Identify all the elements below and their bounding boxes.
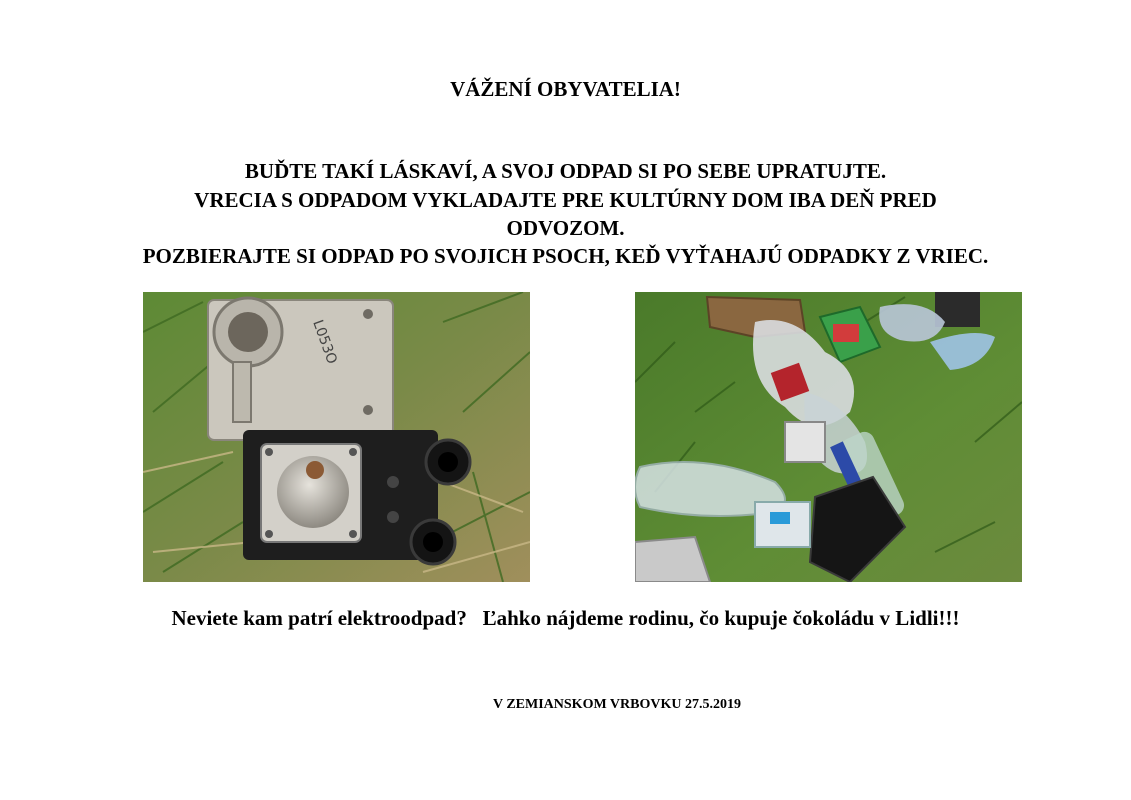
message-line: POZBIERAJTE SI ODPAD PO SVOJICH PSOCH, KEĎ VYŤAHAJÚ ODPADKY Z VRIEC.	[142, 244, 989, 268]
component-stamp-text: L053O	[309, 317, 340, 367]
message-line: ODVOZOM.	[506, 216, 625, 240]
message-line: BUĎTE TAKÍ LÁSKAVÍ, A SVOJ ODPAD SI PO SEBE UPRATUJTE.	[244, 159, 887, 183]
notice-heading: VÁŽENÍ OBYVATELIA!	[450, 77, 681, 101]
footer-place-date: V ZEMIANSKOM VRBOVKU 27.5.2019	[492, 697, 741, 712]
photo-electrical-waste	[143, 292, 530, 582]
question-text: Neviete kam patrí elektroodpad? Ľahko nájdeme rodinu, čo kupuje čokoládu v Lidli!!!	[171, 606, 960, 630]
photo-plastic-litter	[635, 292, 1022, 582]
message-line: VRECIA S ODPADOM VYKLADAJTE PRE KULTÚRNY DOM IBA DEŇ PRED	[194, 188, 937, 212]
